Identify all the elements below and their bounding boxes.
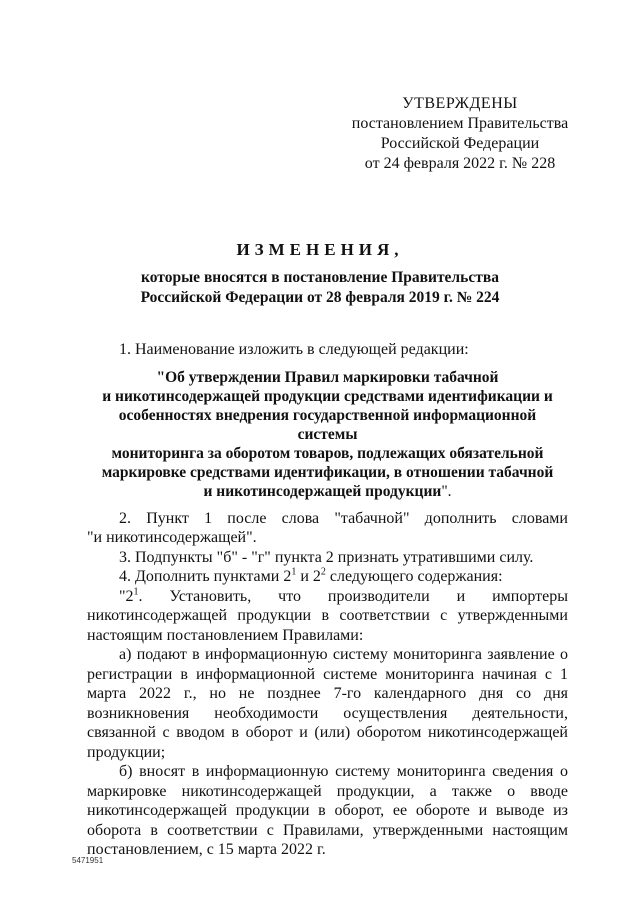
item-4-text-a: 4. Дополнить пунктами 2 <box>119 568 292 585</box>
quote-line-4: мониторинга за оборотом товаров, подлежащих обязательной <box>111 444 544 462</box>
document-code: 5471951 <box>72 856 104 865</box>
item-2-1-text: . Установить, что производители и импортеры <box>138 587 568 605</box>
item-2-1-sup: 1 <box>133 586 139 598</box>
subtitle-line-1: которые вносятся в постановление Правительства <box>141 269 499 286</box>
document-body <box>87 340 568 860</box>
item-2-1-line-3: настоящим постановлением Правилами: <box>87 626 364 644</box>
quote-line-2: и никотинсодержащей продукции средствами идентификации и <box>102 387 553 405</box>
document-title: ИЗМЕНЕНИЯ, <box>236 240 404 259</box>
document-subtitle <box>80 268 560 308</box>
approval-block <box>350 94 570 174</box>
subitem-a: а) подают в информационную систему мониторинга заявление о регистрации в информационной системе мониторинга начиная с 1 марта 2022 г., но не позднее 7-го календарного дня со дня возникновения необходимости осуществления деятельности, связанной с вводом в оборот и (или) оборотом никотинсодержащей продукции; <box>87 646 568 761</box>
quote-line-1: "Об утверждении Правил маркировки табачной <box>156 368 499 386</box>
quote-line-5: маркировке средствами идентификации, в отношении табачной <box>101 463 554 481</box>
quote-line-3: особенностях внедрения государственной информационной системы <box>118 406 537 443</box>
item-4 <box>87 567 568 587</box>
quoted-title <box>87 368 568 501</box>
item-2-1-prefix: "2 <box>119 587 134 605</box>
item-2-1-line-2: никотинсодержащей продукции в соответствии с утвержденными <box>87 607 568 624</box>
quote-line-6: и никотинсодержащей продукции <box>203 482 442 500</box>
item-2-1-line-1 <box>87 587 568 607</box>
item-1: 1. Наименование изложить в следующей редакции: <box>119 341 469 358</box>
approval-line-2: Российской Федерации <box>380 135 540 152</box>
item-2-line-2: "и никотинсодержащей". <box>87 529 257 546</box>
subitem-b: б) вносят в информационную систему мониторинга сведения о маркировке никотинсодержащей продукции, а также о вводе никотинсодержащей продукции в оборот, ее обороте и выводе из оборота в соответствии с Правилами, утвержденными настоящим постановлением, с 15 марта 2022 г. <box>87 763 568 858</box>
item-4-text-b: и 2 <box>296 568 321 585</box>
item-3: 3. Подпункты "б" - "г" пункта 2 признать утратившими силу. <box>119 548 534 566</box>
item-2-line-1: 2. Пункт 1 после слова "табачной" дополнить словами <box>119 509 568 527</box>
item-4-text-c: следующего содержания: <box>325 568 503 585</box>
item-4-sup-2: 2 <box>320 566 326 578</box>
approval-line-1: постановлением Правительства <box>351 115 569 132</box>
subtitle-line-2: Российской Федерации от 28 февраля 2019 г. № 224 <box>140 289 500 306</box>
quote-close: ". <box>441 482 452 500</box>
item-4-sup-1: 1 <box>291 566 297 578</box>
approval-date-number: от 24 февраля 2022 г. № 228 <box>364 155 556 172</box>
approval-heading: УТВЕРЖДЕНЫ <box>402 95 518 112</box>
